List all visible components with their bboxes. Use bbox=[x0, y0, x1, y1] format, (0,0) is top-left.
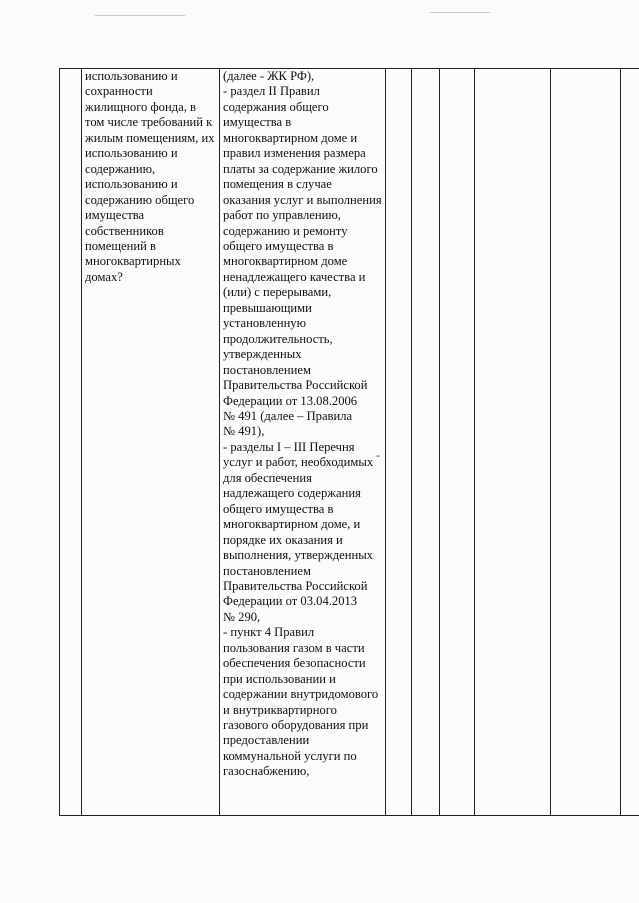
cell-notes bbox=[621, 69, 639, 816]
cell-not-applicable bbox=[440, 69, 475, 816]
cell-extra-1 bbox=[475, 69, 551, 816]
scan-noise bbox=[95, 15, 185, 16]
cell-extra-2 bbox=[551, 69, 621, 816]
table-row bbox=[60, 69, 639, 816]
stray-dash-mark: - bbox=[376, 448, 380, 462]
cell-question bbox=[82, 69, 220, 816]
requirements-text: (далее - ЖК РФ), - раздел II Правил содержания общего имущества в многоквартирном доме и правил изменения размера платы за содержание жилого помещения в случае оказания услуг и выполнения работ по управлению, содержанию и ремонту общего имущества в многоквартирном доме ненадлежащего качества и (или) с перерывами, превышающими установленную продолжительность, утвержденных постановлением Правительства Российской Федерации от 13.08.2006 № 491 (далее – Правила № 491), - разделы I – III Перечня услуг и работ, необходимых для обеспечения надлежащего содержания общего имущества в многоквартирном доме, и порядке их оказания и выполнения, утвержденных постановлением Правительства Российской Федерации от 03.04.2013 № 290, - пункт 4 Правил пользования газом в части обеспечения безопасности при использовании и содержании внутридомового и внутриквартирного газового оборудования при предоставлении коммунальной услуги по газоснабжению, bbox=[223, 69, 382, 779]
checklist-table bbox=[59, 68, 639, 816]
cell-yes bbox=[386, 69, 412, 816]
cell-no bbox=[412, 69, 440, 816]
cell-number bbox=[60, 69, 82, 816]
question-text: использованию и сохранности жилищного фонда, в том числе требований к жилым помещениям, их использованию и содержанию, использованию и содержанию общего имущества собственников помещений в многоквартирных домах? bbox=[85, 69, 215, 284]
scan-noise bbox=[430, 12, 490, 13]
cell-requirements bbox=[220, 69, 386, 816]
